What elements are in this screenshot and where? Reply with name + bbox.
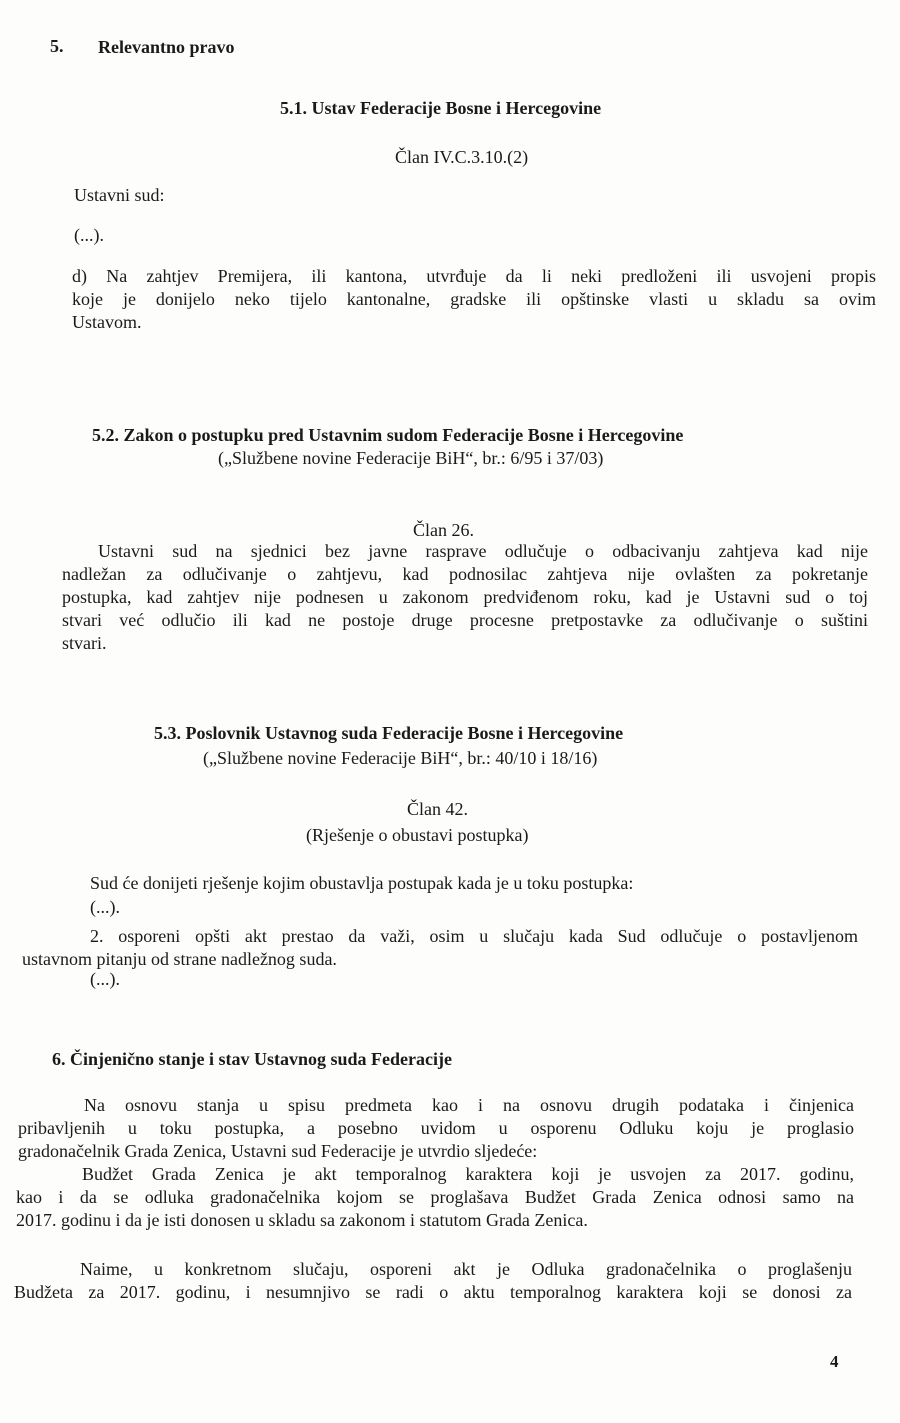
text-line: Ustavni sud na sjednici bez javne rasprave odlučuje o odbacivanju zahtjeva kad nije <box>98 541 868 561</box>
text-line: ustavnom pitanju od strane nadležnog suda. <box>22 949 337 969</box>
section-heading: 6. Činjenično stanje i stav Ustavnog suda Federacije <box>52 1049 452 1069</box>
gazette-reference: („Službene novine Federacije BiH“, br.: 6/95 i 37/03) <box>218 448 604 468</box>
paragraph <box>72 265 876 334</box>
text-line: koje je donijelo neko tijelo kantonalne, gradske ili opštinske vlasti u skladu sa ovim <box>72 289 876 309</box>
text-line: 2. osporeni opšti akt prestao da važi, osim u slučaju kada Sud odlučuje o postavljenom <box>90 926 858 946</box>
article-number: Član 42. <box>407 799 468 819</box>
gazette-reference: („Službene novine Federacije BiH“, br.: 40/10 i 18/16) <box>203 748 598 768</box>
paragraph <box>16 1163 854 1232</box>
paragraph-intro: Sud će donijeti rješenje kojim obustavlja postupak kada je u toku postupka: <box>90 873 634 893</box>
text-line: 2017. godinu i da je isti donosen u skladu sa zakonom i statutom Grada Zenica. <box>16 1210 588 1230</box>
paragraph-intro: Ustavni sud: <box>74 185 165 205</box>
ellipsis: (...). <box>90 897 120 917</box>
text-line: nadležan za odlučivanje o zahtjevu, kad podnosilac zahtjeva nije ovlašten za pokretanje <box>62 564 868 584</box>
text-line: Na osnovu stanja u spisu predmeta kao i na osnovu drugih podataka i činjenica <box>84 1095 854 1115</box>
subsection-heading: 5.1. Ustav Federacije Bosne i Hercegovine <box>280 98 602 118</box>
text-line: pribavljenih u toku postupka, a posebno uvidom u osporenu Odluku koju je proglasio <box>18 1118 854 1138</box>
paragraph <box>14 1258 852 1304</box>
paragraph <box>18 1094 854 1163</box>
text-line: stvari. <box>62 633 107 653</box>
subsection-heading: 5.2. Zakon o postupku pred Ustavnim sudom Federacije Bosne i Hercegovine <box>92 425 684 445</box>
text-line: postupka, kad zahtjev nije podnesen u zakonom predviđenom roku, kad je Ustavni sud o toj <box>62 587 868 607</box>
text-line: Ustavom. <box>72 312 142 332</box>
text-line: Budžeta za 2017. godinu, i nesumnjivo se radi o aktu temporalnog karaktera koji se donosi za <box>14 1282 852 1302</box>
paragraph <box>62 540 868 655</box>
ellipsis: (...). <box>74 225 104 245</box>
text-line: Budžet Grada Zenica je akt temporalnog karaktera koji je usvojen za 2017. godinu, <box>82 1164 854 1184</box>
ellipsis: (...). <box>90 969 120 989</box>
subsection-heading: 5.3. Poslovnik Ustavnog suda Federacije Bosne i Hercegovine <box>154 723 624 743</box>
page-number: 4 <box>830 1352 839 1371</box>
section-title: Relevantno pravo <box>98 37 235 57</box>
article-title: (Rješenje o obustavi postupka) <box>306 825 529 845</box>
text-line: Naime, u konkretnom slučaju, osporeni akt je Odluka gradonačelnika o proglašenju <box>80 1259 852 1279</box>
section-number: 5. <box>50 36 64 56</box>
text-line: gradonačelnik Grada Zenica, Ustavni sud Federacije je utvrdio sljedeće: <box>18 1141 538 1161</box>
article-number: Član IV.C.3.10.(2) <box>395 147 529 167</box>
text-line: d) Na zahtjev Premijera, ili kantona, utvrđuje da li neki predloženi ili usvojeni propis <box>72 266 876 286</box>
article-number: Član 26. <box>413 520 474 540</box>
paragraph <box>22 925 858 971</box>
text-line: kao i da se odluka gradonačelnika kojom se proglašava Budžet Grada Zenica odnosi samo na <box>16 1187 854 1207</box>
text-line: stvari već odlučio ili kad ne postoje druge procesne pretpostavke za odlučivanje o suštini <box>62 610 868 630</box>
